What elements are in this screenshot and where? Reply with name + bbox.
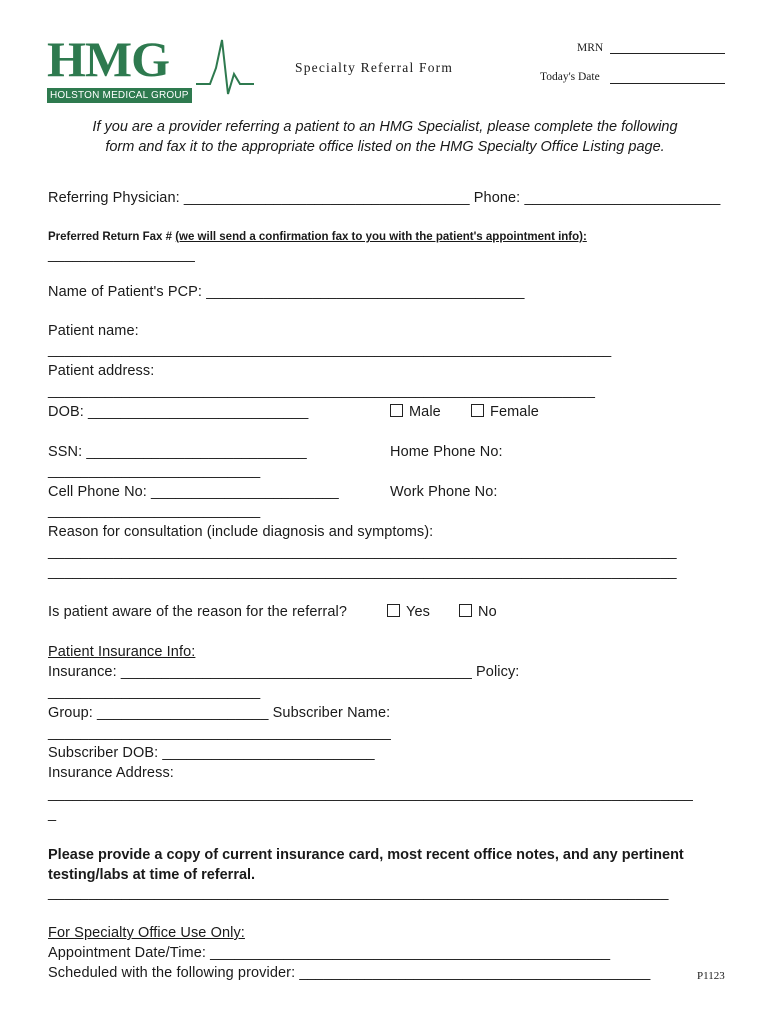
todays-date-label: Today's Date [540,71,600,83]
yes-label: Yes [406,604,430,620]
insurance-address-field-2[interactable]: _ [48,806,57,822]
intro-line-1: If you are a provider referring a patient to an HMG Specialist, please complete the following [92,119,678,135]
group-field[interactable]: Group: _____________________ Subscriber Name: [48,705,391,721]
patient-name-label: Patient name: [48,323,139,339]
reason-field-2[interactable]: _____________________________________________________________________________ [48,564,677,580]
male-label: Male [409,404,441,420]
reason-field-1[interactable]: _____________________________________________________________________________ [48,544,677,560]
yes-checkbox[interactable] [387,604,430,620]
mrn-field[interactable] [610,53,725,54]
pcp-field[interactable]: Name of Patient's PCP: _______________________________________ [48,284,525,300]
checkbox-icon[interactable] [390,404,403,417]
work-phone-field[interactable]: __________________________ [48,503,261,519]
office-use-heading: For Specialty Office Use Only: [48,925,245,941]
female-checkbox[interactable] [471,404,539,420]
provider-field[interactable]: Scheduled with the following provider: ___________________________________________ [48,965,651,981]
logo-subtitle: HOLSTON MEDICAL GROUP [47,88,192,103]
insurance-heading: Patient Insurance Info: [48,644,196,660]
logo-text: HMG [47,31,169,87]
subscriber-dob-field[interactable]: Subscriber DOB: __________________________ [48,745,375,761]
appointment-field[interactable]: Appointment Date/Time: _________________________________________________ [48,945,611,961]
notice-line-2: testing/labs at time of referral. [48,867,256,883]
patient-address-label: Patient address: [48,363,155,379]
ssn-field[interactable]: SSN: ___________________________ [48,444,307,460]
referring-physician-field[interactable]: Referring Physician: ___________________________________ Phone: ________________________ [48,190,721,206]
checkbox-icon[interactable] [471,404,484,417]
home-phone-field[interactable]: __________________________ [48,463,261,479]
todays-date-field[interactable] [610,83,725,84]
notice-line-1: Please provide a copy of current insurance card, most recent office notes, and any pertinent [48,847,684,863]
mrn-label: MRN [577,42,604,54]
checkbox-icon[interactable] [387,604,400,617]
logo [47,31,192,103]
intro-text [0,117,770,157]
return-fax-field[interactable]: __________________ [48,247,195,263]
insurance-address-field[interactable]: _______________________________________________________________________________ [48,786,693,802]
form-code: P1123 [697,970,725,982]
subscriber-name-field[interactable]: __________________________________________ [48,725,391,741]
heartbeat-icon [196,34,258,98]
home-phone-label: Home Phone No: [390,444,503,460]
patient-address-field[interactable]: ___________________________________________________________________ [48,383,596,399]
reason-label: Reason for consultation (include diagnosis and symptoms): [48,524,434,540]
notice-line-field[interactable]: ____________________________________________________________________________ [48,885,669,901]
female-label: Female [490,404,539,420]
no-label: No [478,604,497,620]
checkbox-icon[interactable] [459,604,472,617]
policy-field[interactable]: __________________________ [48,684,261,700]
insurance-field[interactable]: Insurance: ___________________________________________ Policy: [48,664,520,680]
return-fax-note: (we will send a confirmation fax to you with the patient's appointment info): [175,231,587,243]
patient-name-field[interactable]: _____________________________________________________________________ [48,342,612,358]
return-fax-label [48,231,587,243]
male-checkbox[interactable] [390,404,441,420]
aware-question: Is patient aware of the reason for the referral? [48,604,347,620]
cell-phone-field[interactable]: Cell Phone No: _______________________ [48,484,339,500]
notice-text [48,845,684,885]
insurance-address-label: Insurance Address: [48,765,174,781]
return-fax-prefix: Preferred Return Fax # [48,231,176,243]
dob-field[interactable]: DOB: ___________________________ [48,404,309,420]
intro-line-2: form and fax it to the appropriate office listed on the HMG Specialty Office Listing page. [105,139,665,155]
form-title: Specialty Referral Form [295,60,454,75]
work-phone-label: Work Phone No: [390,484,498,500]
no-checkbox[interactable] [459,604,497,620]
